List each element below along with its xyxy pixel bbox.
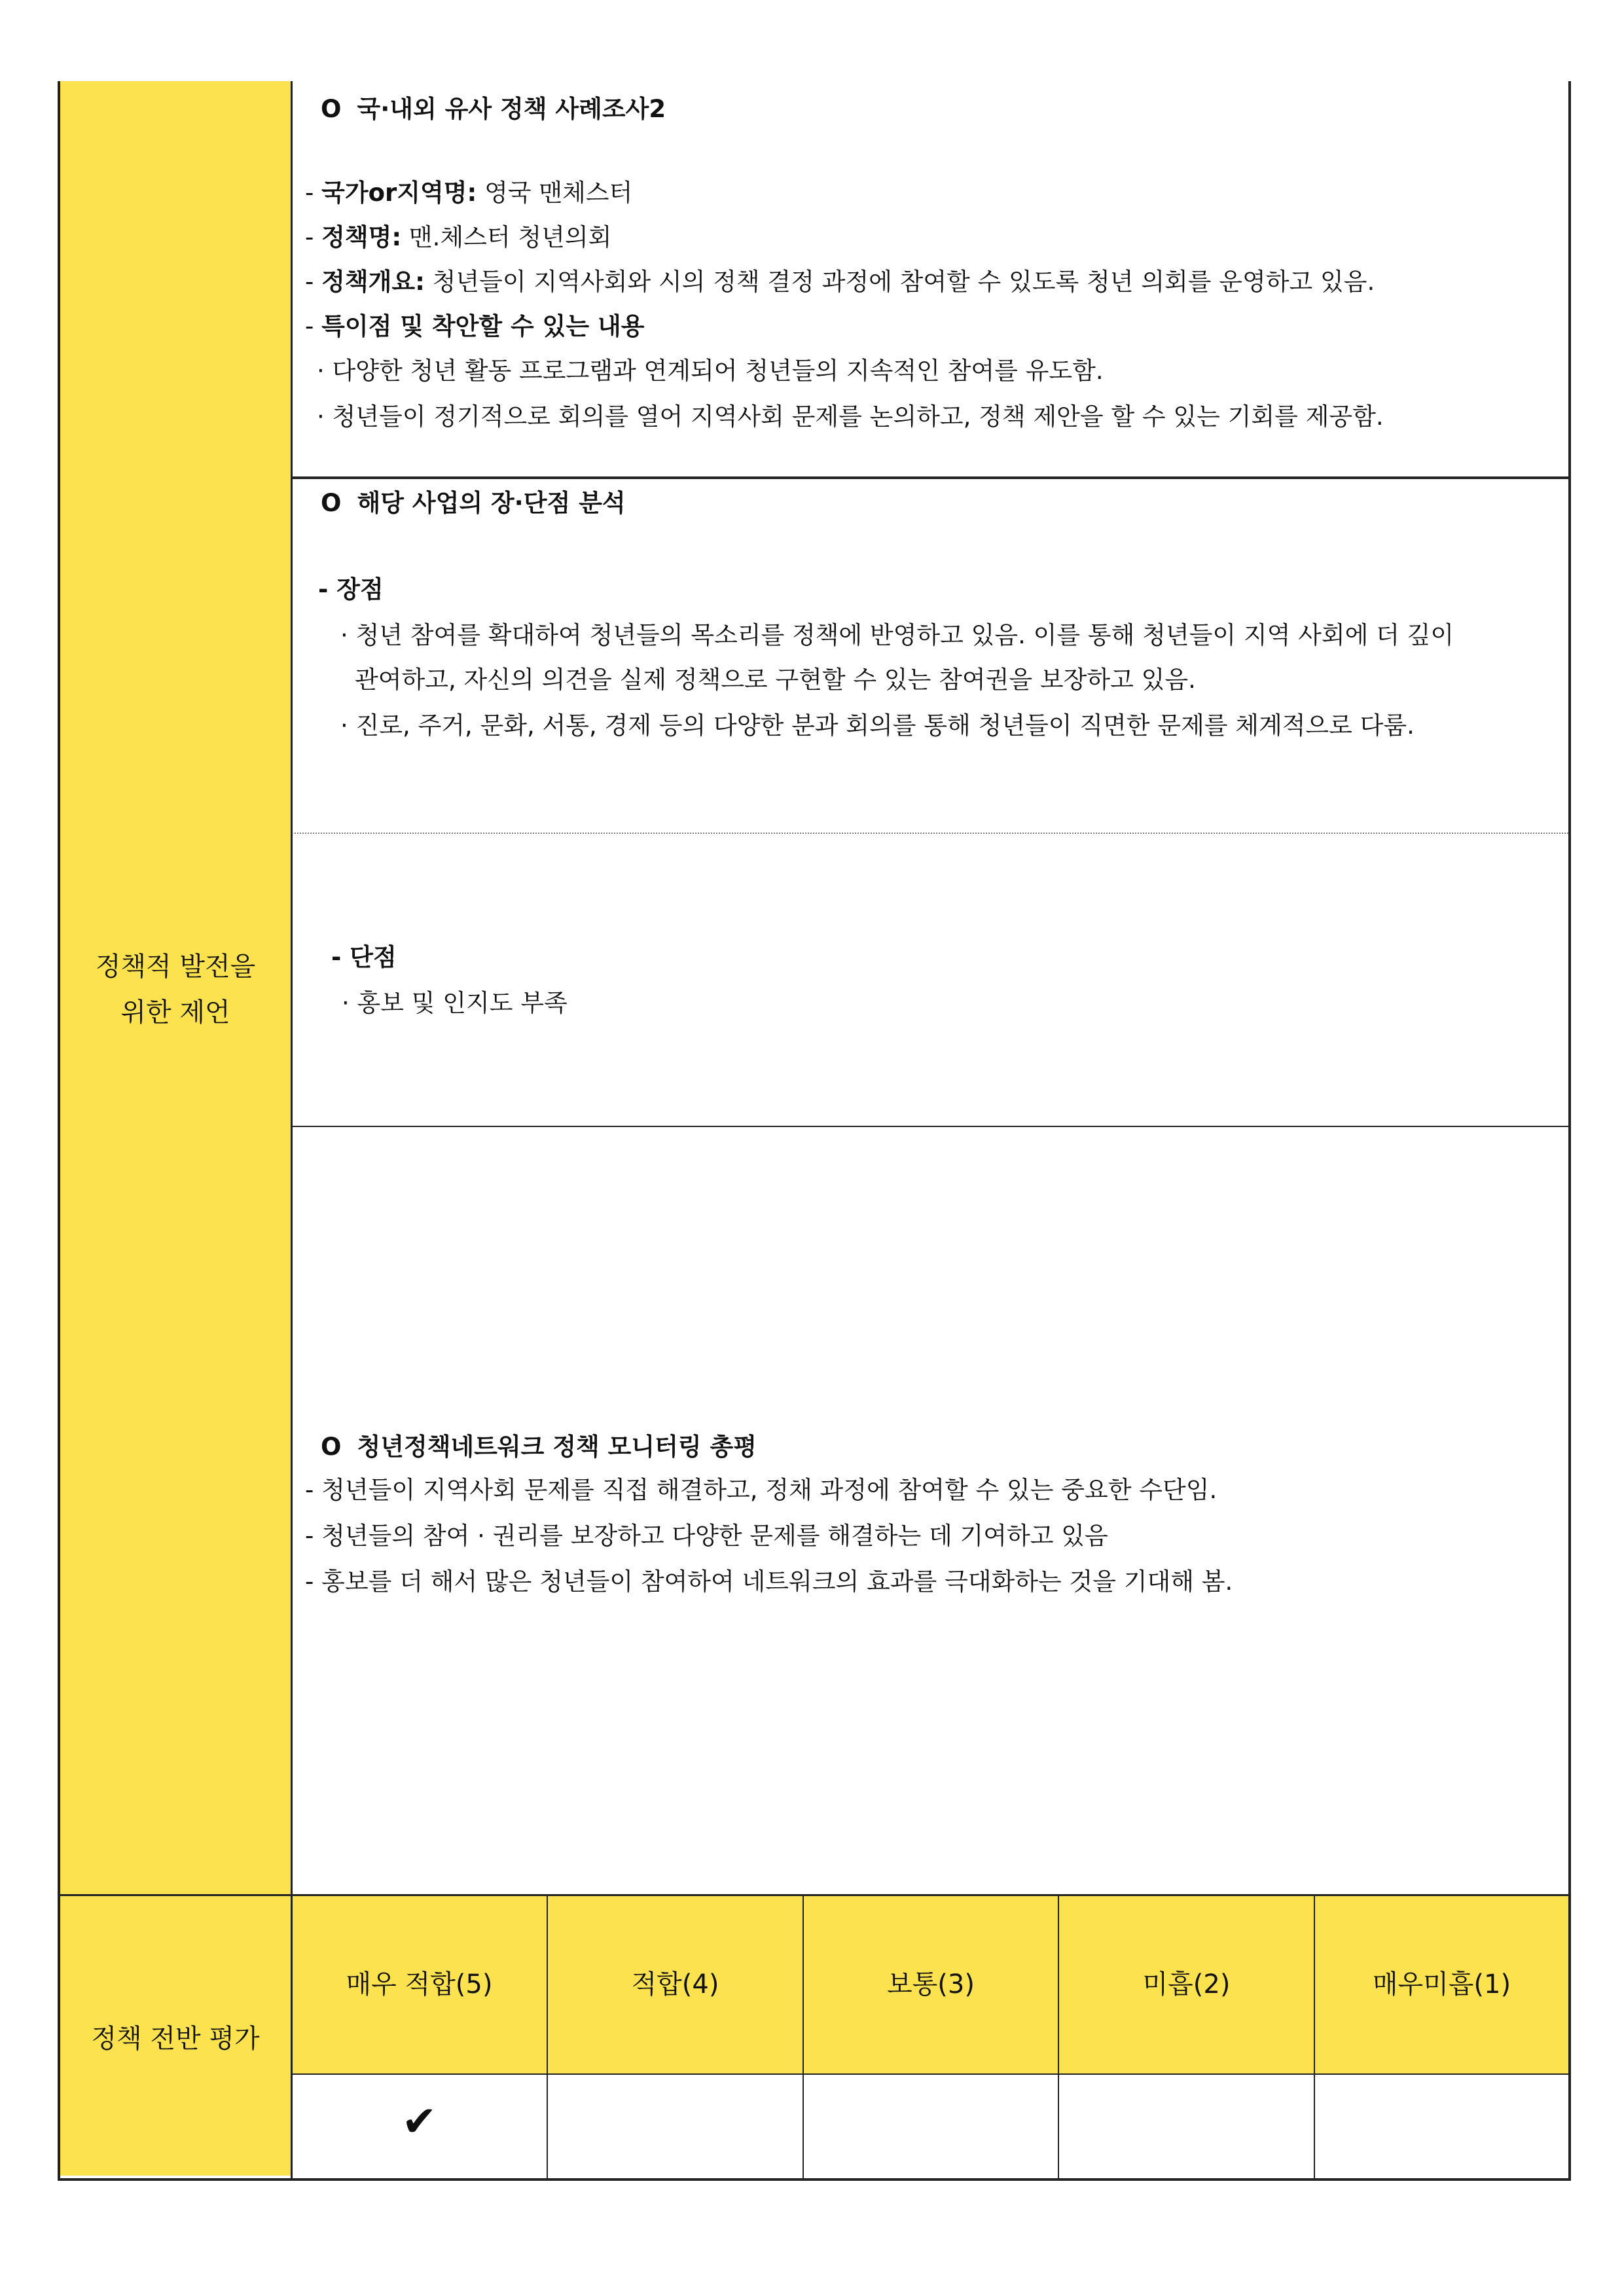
- case-study-line-overview: [305, 270, 1375, 294]
- pros-label: - 장점: [318, 575, 384, 603]
- line-prefix: -: [305, 268, 322, 296]
- line-text: 영국 맨체스터: [477, 179, 633, 207]
- case-study-bullet: · 다양한 청년 활동 프로그램과 연계되어 청년들의 지속적인 참여를 유도함.: [317, 357, 1104, 385]
- circle-bullet-icon: O: [321, 1433, 342, 1461]
- rating-option-suitable: 적합(4): [631, 1969, 719, 2000]
- line-label: 특이점 및 착안할 수 있는 내용: [321, 312, 645, 340]
- case-study-line-features: [305, 314, 644, 338]
- pros-item-continued: 관여하고, 자신의 의견을 실제 정책으로 구현할 수 있는 참여권을 보장하고 있음.: [355, 666, 1196, 694]
- review-bottom-border: [58, 1894, 1571, 1896]
- side-column-background: [59, 81, 291, 2176]
- analysis-heading: [321, 491, 626, 515]
- line-label: 정책명:: [321, 223, 402, 251]
- case-study-heading-text: 국·내외 유사 정책 사례조사2: [357, 95, 666, 123]
- side-column-divider: [291, 81, 293, 2181]
- rating-check-cell-very-insufficient[interactable]: [1315, 2101, 1568, 2153]
- rating-option-very-suitable: 매우 적합(5): [346, 1969, 493, 2000]
- pros-cons-divider: [292, 833, 1568, 834]
- case-study-bullet: · 청년들이 정기적으로 회의를 열어 지역사회 문제를 논의하고, 정책 제안을 할 수 있는 기회를 제공함.: [317, 403, 1384, 431]
- case-study-line-country: [305, 181, 632, 205]
- table-bottom-border: [58, 2178, 1571, 2181]
- review-heading: [321, 1435, 757, 1459]
- circle-bullet-icon: O: [321, 489, 342, 517]
- line-prefix: -: [305, 223, 322, 251]
- case-study-line-policy-name: [305, 225, 611, 249]
- rating-check-cell-average[interactable]: [804, 2101, 1058, 2153]
- rating-option-insufficient: 미흡(2): [1142, 1969, 1231, 2000]
- line-prefix: -: [305, 179, 322, 207]
- rating-option-very-insufficient: 매우미흡(1): [1372, 1969, 1511, 2000]
- pros-item: · 청년 참여를 확대하여 청년들의 목소리를 정책에 반영하고 있음. 이를 통해 청년들이 지역 사회에 더 깊이: [340, 621, 1454, 649]
- analysis-heading-text: 해당 사업의 장·단점 분석: [357, 489, 626, 517]
- side-label-evaluation: 정책 전반 평가: [91, 2024, 260, 2054]
- line-prefix: -: [305, 312, 322, 340]
- rating-header-bottom-border: [291, 2073, 1571, 2075]
- rating-check-cell-insufficient[interactable]: [1059, 2101, 1314, 2153]
- line-text: 청년들이 지역사회와 시의 정책 결정 과정에 참여할 수 있도록 청년 의회를 운영하고 있음.: [424, 268, 1375, 296]
- review-line: - 청년들이 지역사회 문제를 직접 해결하고, 정채 과정에 참여할 수 있는 중요한 수단임.: [305, 1476, 1218, 1504]
- cons-item: · 홍보 및 인지도 부족: [342, 989, 568, 1017]
- circle-bullet-icon: O: [321, 95, 342, 123]
- side-label-proposal: [60, 944, 291, 1035]
- review-heading-text: 청년정책네트워크 정책 모니터링 총평: [357, 1433, 757, 1461]
- line-label: 국가or지역명:: [321, 179, 477, 207]
- analysis-bottom-border: [291, 1126, 1568, 1127]
- rating-option-average: 보통(3): [887, 1969, 975, 2000]
- cons-label: - 단점: [331, 943, 397, 971]
- case-study-heading: [321, 97, 666, 121]
- review-line: - 홍보를 더 해서 많은 청년들이 참여하여 네트워크의 효과를 극대화하는 것을 기대해 봄.: [305, 1568, 1233, 1596]
- pros-item: · 진로, 주거, 문화, 서통, 경제 등의 다양한 분과 회의를 통해 청년들이 직면한 문제를 체계적으로 다룸.: [340, 711, 1415, 740]
- table-right-border: [1568, 81, 1571, 2181]
- rating-check-cell-suitable[interactable]: [548, 2101, 803, 2153]
- review-line: - 청년들의 참여 · 권리를 보장하고 다양한 문제를 해결하는 데 기여하고 있음: [305, 1522, 1108, 1550]
- checkmark-icon[interactable]: ✔: [401, 2098, 437, 2146]
- side-label-proposal-line2: 위한 제언: [120, 997, 230, 1028]
- case-study-bottom-border: [291, 476, 1571, 479]
- table-left-border: [58, 81, 60, 2181]
- line-text: 맨.체스터 청년의회: [401, 223, 612, 251]
- line-label: 정책개요:: [321, 268, 425, 296]
- side-label-proposal-line1: 정책적 발전을: [95, 952, 256, 982]
